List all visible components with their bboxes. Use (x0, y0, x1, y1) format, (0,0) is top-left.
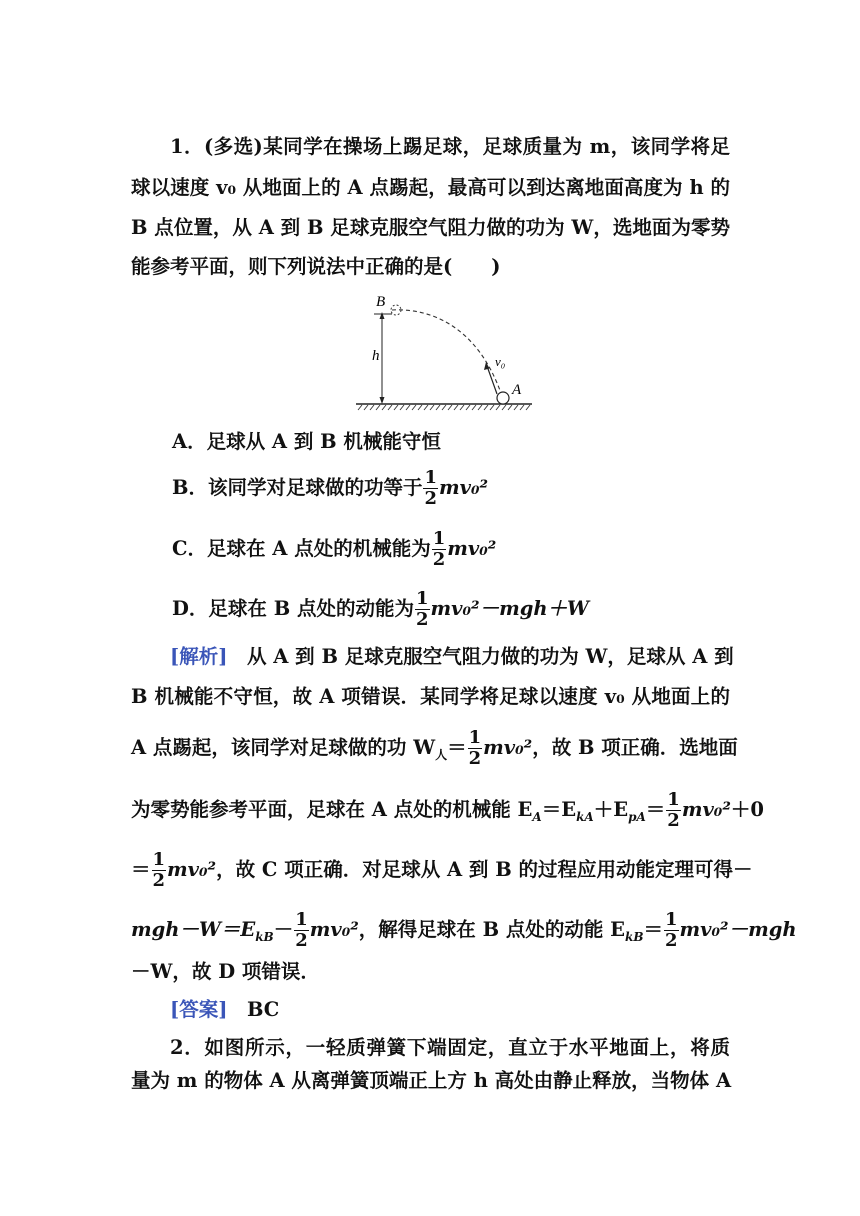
ball-at-a (497, 392, 509, 404)
analysis-line-4: 为零势能参考平面，足球在 A 点处的机械能 $E_A=E_{kA}+E_{pA}=$ $\frac{1}{2}$ mv₀²＋0 (131, 789, 764, 831)
option-a: A．足球从 A 到 B 机械能守恒 (172, 430, 441, 453)
answer-tag: [答案] (170, 998, 228, 1021)
analysis-line-1: [解析] 从 A 到 B 足球克服空气阻力做的功为 W，足球从 A 到 (170, 645, 734, 668)
question-1-line-1: 1．(多选)某同学在操场上踢足球，足球质量为 m，该同学将足 (170, 135, 730, 158)
question-1-line-2: 球以速度 v₀ 从地面上的 A 点踢起，最高可以到达离地面高度为 h 的 (131, 176, 730, 199)
analysis-tag: [解析] (170, 645, 228, 668)
analysis-line-3: A 点踢起，该同学对足球做的功 $W_人=$ $\frac{1}{2}$ mv₀²，故 B 项正确．选地面 (131, 727, 738, 769)
projectile-figure (352, 288, 537, 416)
option-b: B．该同学对足球做的功等于 $\frac{1}{2}$ mv₀² (172, 467, 489, 509)
question-1-line-4: 能参考平面，则下列说法中正确的是( ) (131, 255, 501, 278)
trajectory-path (392, 310, 502, 396)
answer-value: BC (246, 998, 280, 1021)
label-b: B (376, 294, 386, 310)
analysis-line-5: ＝ $\frac{1}{2}$ mv₀²，故 C 项正确．对足球从 A 到 B 的过程应用动能定理可得－ (131, 849, 753, 891)
ground-hatching (358, 405, 530, 410)
analysis-line-7: －W，故 D 项错误． (131, 960, 320, 983)
fraction-half: $\frac{1}{2}$ (415, 588, 429, 630)
question-2-line-2: 量为 m 的物体 A 从离弹簧顶端正上方 h 高处由静止释放，当物体 A (131, 1069, 732, 1092)
analysis-line-2: B 机械能不守恒，故 A 项错误．某同学将足球以速度 v₀ 从地面上的 (131, 685, 730, 708)
analysis-line-6: $mgh-W=E_{kB}-$ $\frac{1}{2}$ mv₀²，解得足球在 B 点处的动能 $E_{kB}=$ $\frac{1}{2}$ mv₀²－mgh (131, 909, 797, 951)
label-h: h (372, 348, 380, 364)
option-c: C．足球在 A 点处的机械能为 $\frac{1}{2}$ mv₀² (172, 528, 497, 570)
question-1-line-3: B 点位置，从 A 到 B 足球克服空气阻力做的功为 W，选地面为零势 (131, 216, 730, 239)
option-d: D．足球在 B 点处的动能为 $\frac{1}{2}$ mv₀²－mgh＋W (172, 588, 589, 630)
answer-line (170, 996, 730, 1024)
question-2-line-1: 2．如图所示，一轻质弹簧下端固定，直立于水平地面上，将质 (170, 1036, 730, 1059)
fraction-half: $\frac{1}{2}$ (424, 467, 438, 509)
fraction-half: $\frac{1}{2}$ (432, 528, 446, 570)
label-a: A (512, 382, 522, 398)
label-v0: v₀ (495, 354, 506, 369)
